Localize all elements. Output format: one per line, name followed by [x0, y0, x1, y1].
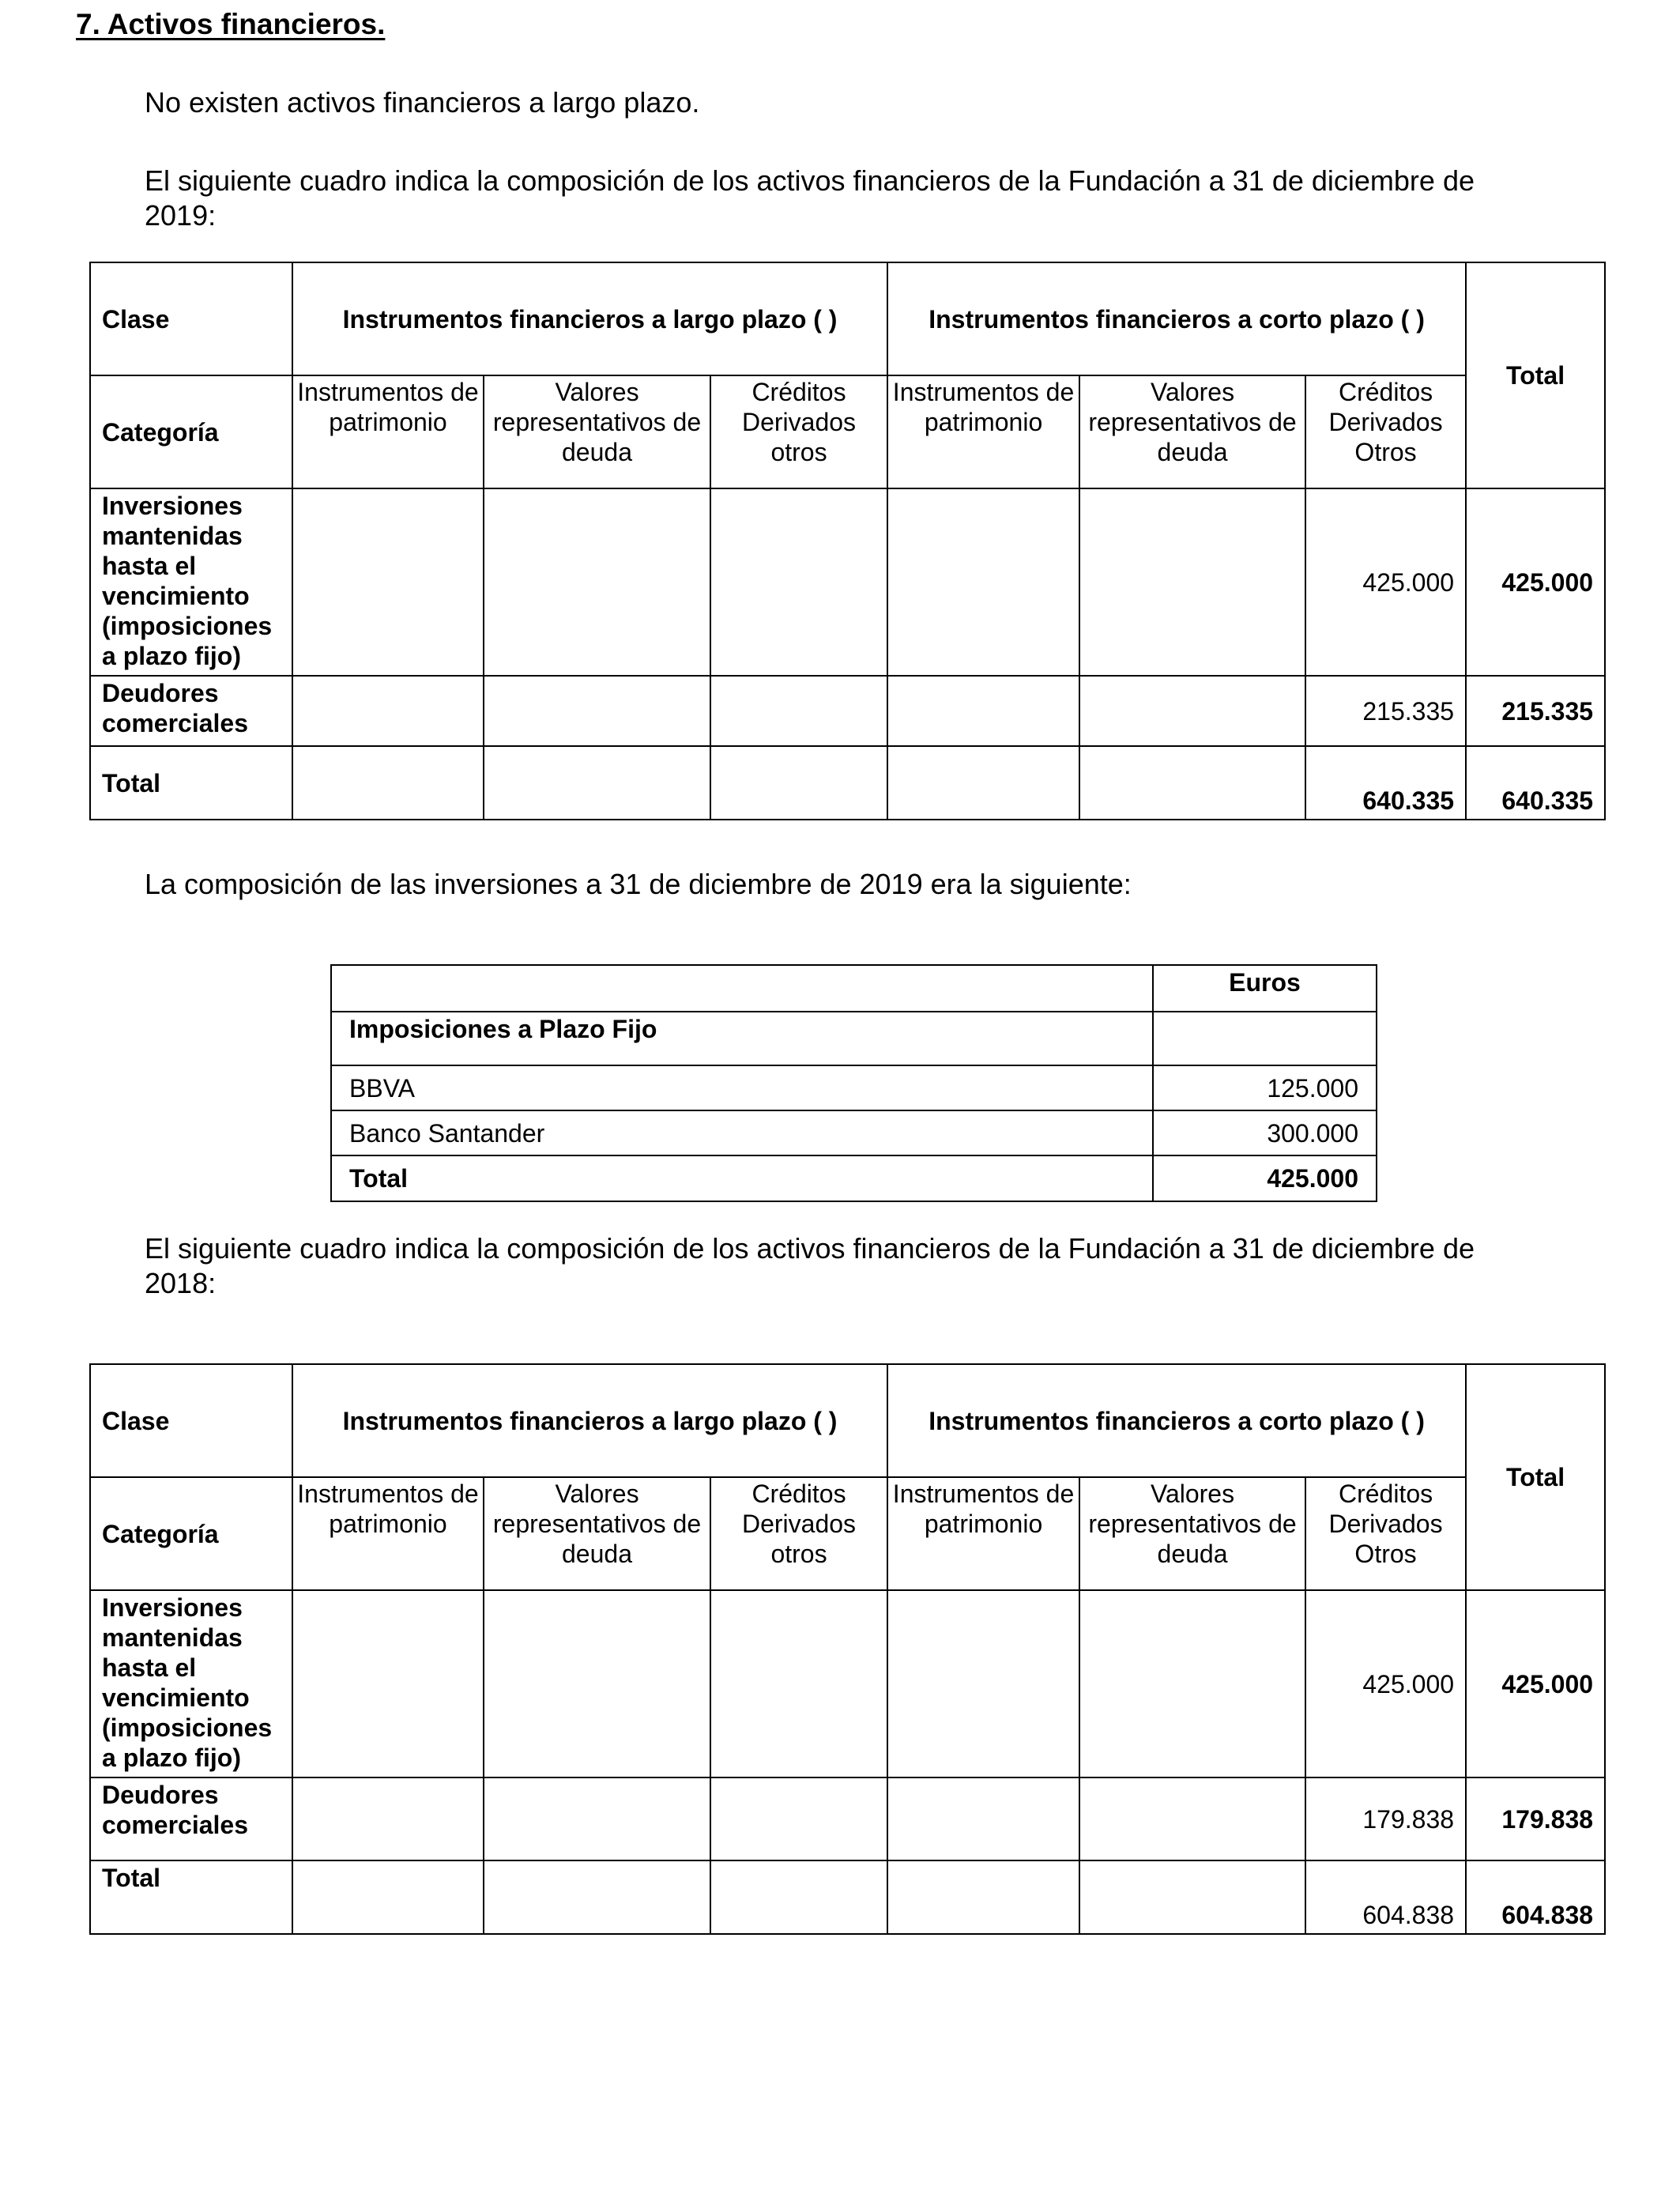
row-label: Inversiones mantenidas hasta el vencimiento (imposiciones a plazo fijo): [90, 488, 292, 676]
header-euros: Euros: [1153, 965, 1377, 1012]
header-long-term: Instrumentos financieros a largo plazo ( ): [292, 262, 887, 375]
subheader-lp-valores: Valores representativos de deuda: [484, 1477, 710, 1590]
value-total: 425.000: [1466, 488, 1605, 676]
value-total: 179.838: [1466, 1777, 1605, 1860]
value-creditos-cp: 179.838: [1305, 1777, 1466, 1860]
table-row: [90, 1590, 1605, 1777]
value-creditos-cp: 215.335: [1305, 676, 1466, 746]
header-short-term: Instrumentos financieros a corto plazo ( ): [887, 262, 1466, 375]
total-value: 425.000: [1153, 1155, 1377, 1201]
subheader-lp-creditos: Créditos Derivados otros: [710, 375, 887, 488]
value-creditos-cp: 640.335: [1305, 746, 1466, 820]
table-row: [90, 676, 1605, 746]
value-creditos-cp: 425.000: [1305, 488, 1466, 676]
row-label-total: Total: [90, 1860, 292, 1934]
header-long-term: Instrumentos financieros a largo plazo ( ): [292, 1364, 887, 1477]
header-total: Total: [1466, 1364, 1605, 1590]
value-creditos-cp: 604.838: [1305, 1860, 1466, 1934]
bank-value: 125.000: [1153, 1065, 1377, 1110]
value-creditos-cp: 425.000: [1305, 1590, 1466, 1777]
value-total: 425.000: [1466, 1590, 1605, 1777]
total-label: Total: [331, 1155, 1153, 1201]
bank-value: 300.000: [1153, 1110, 1377, 1155]
bank-name: BBVA: [331, 1065, 1153, 1110]
subheader-cp-creditos: Créditos Derivados Otros: [1305, 1477, 1466, 1590]
subheader-lp-valores: Valores representativos de deuda: [484, 375, 710, 488]
subheader-cp-valores: Valores representativos de deuda: [1079, 1477, 1305, 1590]
row-label: Deudores comerciales: [90, 1777, 292, 1860]
subheader-lp-patrimonio: Instrumentos de patrimonio: [292, 1477, 484, 1590]
subheader-cp-creditos: Créditos Derivados Otros: [1305, 375, 1466, 488]
subheader-cp-patrimonio: Instrumentos de patrimonio: [887, 1477, 1079, 1590]
header-total: Total: [1466, 262, 1605, 488]
value-total: 640.335: [1466, 746, 1605, 820]
header-categoria: Categoría: [90, 1477, 292, 1590]
header-clase: Clase: [90, 262, 292, 375]
table-row-total: [331, 1155, 1377, 1201]
bank-name: Banco Santander: [331, 1110, 1153, 1155]
table-row-total: [90, 1860, 1605, 1934]
paragraph-no-long-term: No existen activos financieros a largo plazo.: [145, 86, 700, 119]
header-categoria: Categoría: [90, 375, 292, 488]
section-label: Imposiciones a Plazo Fijo: [331, 1012, 1153, 1065]
row-label-total: Total: [90, 746, 292, 820]
row-label: Inversiones mantenidas hasta el vencimiento (imposiciones a plazo fijo): [90, 1590, 292, 1777]
header-clase: Clase: [90, 1364, 292, 1477]
financial-assets-table-2019: [89, 262, 1606, 820]
subheader-lp-patrimonio: Instrumentos de patrimonio: [292, 375, 484, 488]
paragraph-2019-intro: El siguiente cuadro indica la composición de los activos financieros de la Fundación a 31 de diciembre de 2019:: [145, 164, 1475, 232]
financial-assets-table-2018: [89, 1363, 1606, 1935]
paragraph-2018-intro: El siguiente cuadro indica la composición de los activos financieros de la Fundación a 31 de diciembre de 2018:: [145, 1232, 1475, 1299]
subheader-cp-patrimonio: Instrumentos de patrimonio: [887, 375, 1079, 488]
subheader-lp-creditos: Créditos Derivados otros: [710, 1477, 887, 1590]
paragraph-investments-intro: La composición de las inversiones a 31 de diciembre de 2019 era la siguiente:: [145, 868, 1132, 900]
table-row: [331, 1065, 1377, 1110]
header-short-term: Instrumentos financieros a corto plazo ( ): [887, 1364, 1466, 1477]
row-label: Deudores comerciales: [90, 676, 292, 746]
table-row-total: [90, 746, 1605, 820]
investments-table: [330, 964, 1377, 1202]
value-total: 604.838: [1466, 1860, 1605, 1934]
section-heading: 7. Activos financieros.: [76, 8, 386, 40]
table-row: [90, 1777, 1605, 1860]
table-row: [331, 1110, 1377, 1155]
subheader-cp-valores: Valores representativos de deuda: [1079, 375, 1305, 488]
table-row: [90, 488, 1605, 676]
value-total: 215.335: [1466, 676, 1605, 746]
